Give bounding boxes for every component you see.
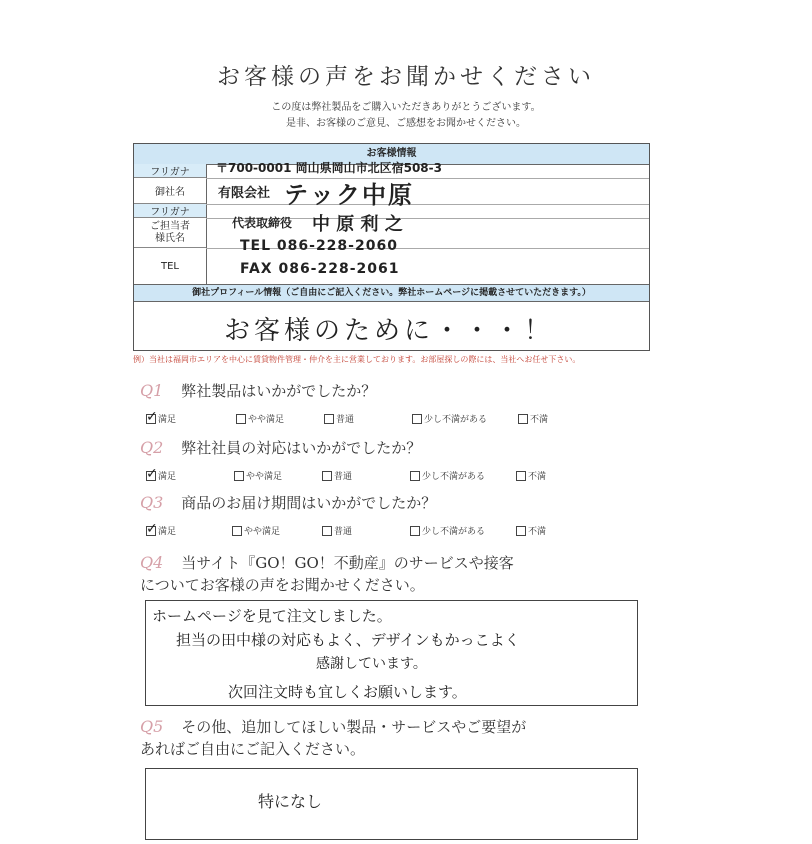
q1-option-4[interactable]: 少し不満がある bbox=[412, 412, 487, 425]
fax-stamp: FAX 086-228-2061 bbox=[240, 261, 400, 277]
example-note: 例）当社は福岡市エリアを中心に賃貸物件管理・仲介を主に営業しております。お部屋探しの際には、当社へお任せ下さい。 bbox=[133, 355, 581, 364]
question-text: 商品のお届け期間はいかがでしたか？ bbox=[181, 494, 437, 512]
q3-option-5[interactable]: 不満 bbox=[516, 524, 546, 537]
q4-answer-line-4: 次回注文時も宜しくお願いします。 bbox=[228, 683, 467, 701]
q4-answer-line-1: ホームページを見て注文しました。 bbox=[152, 607, 392, 625]
question-number: Q5 bbox=[140, 717, 164, 736]
info-header: お客様情報 bbox=[134, 144, 649, 165]
q3-option-3[interactable]: 普通 bbox=[322, 524, 352, 537]
q5-answer-box[interactable] bbox=[145, 768, 638, 840]
label-company: 御社名 bbox=[134, 178, 206, 204]
q4-answer-box[interactable] bbox=[145, 600, 638, 706]
checkbox[interactable] bbox=[234, 471, 244, 481]
profile-handwriting: お客様のために・・・！ bbox=[224, 316, 555, 346]
question-text: 弊社社員の対応はいかがでしたか？ bbox=[181, 439, 422, 457]
question-5 bbox=[140, 716, 526, 737]
checkbox[interactable] bbox=[322, 471, 332, 481]
q1-option-2[interactable]: やや満足 bbox=[236, 412, 284, 425]
profile-header: 御社プロフィール情報（ご自由にご記入ください。弊社ホームページに掲載させていただきます。） bbox=[134, 284, 649, 302]
q2-option-5[interactable]: 不満 bbox=[516, 469, 546, 482]
q2-option-1[interactable]: ✓ 満足 bbox=[146, 469, 176, 482]
checkbox[interactable] bbox=[410, 471, 420, 481]
company-name-stamp: テック中原 bbox=[284, 181, 414, 209]
checkbox[interactable] bbox=[516, 471, 526, 481]
question-5-line-2: あればご自由にご記入ください。 bbox=[140, 740, 366, 758]
question-3 bbox=[140, 492, 436, 513]
question-number: Q3 bbox=[140, 493, 164, 512]
page-title: お客様の声をお聞かせください bbox=[217, 64, 595, 90]
q2-option-4[interactable]: 少し不満がある bbox=[410, 469, 485, 482]
q4-answer-line-2: 担当の田中様の対応もよく、デザインもかっこよく bbox=[176, 631, 520, 649]
checkbox-checked[interactable] bbox=[146, 471, 156, 481]
question-text-line-1: その他、追加してほしい製品・サービスやご要望が bbox=[181, 718, 527, 736]
label-column bbox=[134, 164, 207, 284]
checkbox[interactable] bbox=[324, 414, 334, 424]
address-stamp: 〒700-0001 岡山県岡山市北区宿508-3 bbox=[216, 161, 442, 175]
question-number: Q4 bbox=[140, 553, 164, 572]
checkbox[interactable] bbox=[322, 526, 332, 536]
label-tel: TEL bbox=[161, 260, 179, 272]
checkbox[interactable] bbox=[412, 414, 422, 424]
question-text-line-1: 当サイト『GO！GO！不動産』のサービスや接客 bbox=[181, 554, 514, 572]
intro-line-1: この度は弊社製品をご購入いただきありがとうございます。 bbox=[271, 102, 541, 113]
question-1 bbox=[140, 380, 376, 401]
question-number: Q1 bbox=[140, 381, 164, 400]
checkbox[interactable] bbox=[518, 414, 528, 424]
q2-option-3[interactable]: 普通 bbox=[322, 469, 352, 482]
question-number: Q2 bbox=[140, 438, 164, 457]
checkbox[interactable] bbox=[410, 526, 420, 536]
tel-stamp: TEL 086-228-2060 bbox=[240, 238, 398, 254]
checkbox[interactable] bbox=[232, 526, 242, 536]
rep-title-stamp: 代表取締役 bbox=[232, 216, 293, 230]
rep-name-stamp: 中 原 利 之 bbox=[312, 214, 403, 235]
q1-option-5[interactable]: 不満 bbox=[518, 412, 548, 425]
q4-answer-line-3: 感謝しています。 bbox=[316, 656, 427, 672]
question-4-line-2: についてお客様の声をお聞かせください。 bbox=[140, 576, 425, 594]
question-2 bbox=[140, 437, 421, 458]
checkbox[interactable] bbox=[516, 526, 526, 536]
intro-line-2: 是非、お客様のご意見、ご感想をお聞かせください。 bbox=[286, 118, 526, 129]
q2-option-2[interactable]: やや満足 bbox=[234, 469, 282, 482]
q3-option-2[interactable]: やや満足 bbox=[232, 524, 280, 537]
checkbox[interactable] bbox=[236, 414, 246, 424]
q3-option-1[interactable]: ✓ 満足 bbox=[146, 524, 176, 537]
label-furigana-person: フリガナ bbox=[134, 204, 206, 218]
q3-option-4[interactable]: 少し不満がある bbox=[410, 524, 485, 537]
company-prefix-stamp: 有限会社 bbox=[218, 186, 271, 201]
customer-info-table bbox=[133, 143, 650, 351]
question-text: 弊社製品はいかがでしたか？ bbox=[181, 382, 377, 400]
q5-answer: 特になし bbox=[258, 792, 323, 811]
checkbox-checked[interactable] bbox=[146, 414, 156, 424]
q1-option-3[interactable]: 普通 bbox=[324, 412, 354, 425]
q1-option-1[interactable]: ✓ 満足 bbox=[146, 412, 176, 425]
question-4 bbox=[140, 552, 514, 573]
label-person: ご担当者 様氏名 bbox=[134, 218, 206, 248]
label-furigana-company: フリガナ bbox=[134, 164, 206, 178]
checkbox-checked[interactable] bbox=[146, 526, 156, 536]
